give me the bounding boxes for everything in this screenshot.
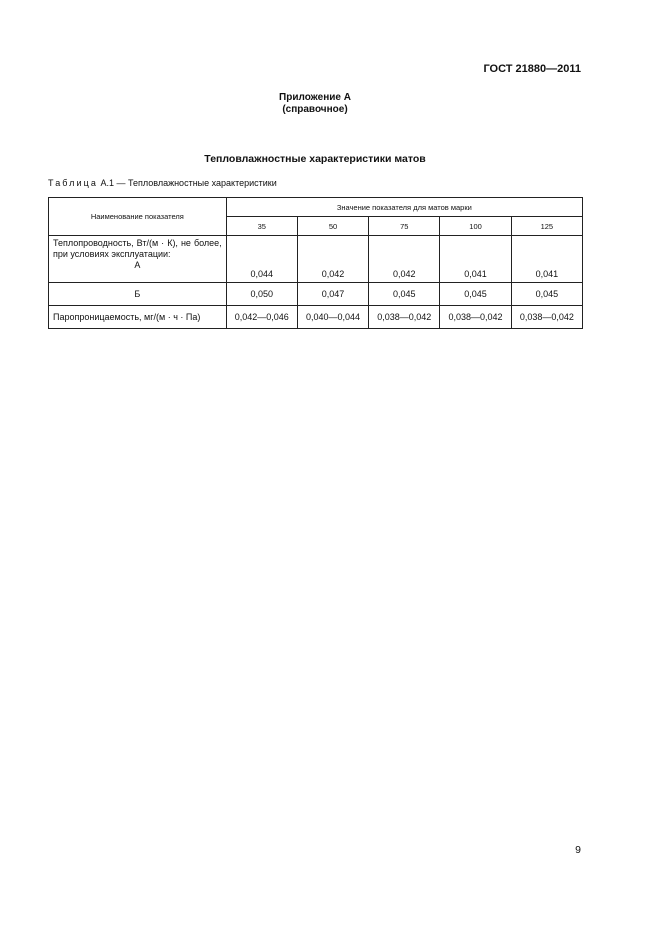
grade-header: 75 [369,217,440,236]
table-cell: 0,047 [297,283,368,306]
col-name-header: Наименование показателя [49,198,227,236]
table-cell: 0,038—0,042 [511,306,582,329]
table-cell: 0,045 [511,283,582,306]
grade-header: 125 [511,217,582,236]
col-group-header: Значение показателя для матов марки [226,198,582,217]
table-cell: 0,044 [226,236,297,283]
table-row [49,306,583,329]
grade-header: 35 [226,217,297,236]
table-header-row [49,198,583,217]
table-cell: 0,038—0,042 [440,306,511,329]
grade-header: 100 [440,217,511,236]
row-name-cell [49,236,227,283]
row-condition-label: Б [134,288,141,299]
table-cell: 0,038—0,042 [369,306,440,329]
table-caption-label: Таблица [48,178,98,188]
table-cell: 0,045 [440,283,511,306]
table-cell: 0,045 [369,283,440,306]
appendix-subtitle: (справочное) [282,104,348,115]
table-cell: 0,040—0,044 [297,306,368,329]
row-name-cell [49,283,227,306]
row-name: Теплопроводность, Вт/(м · К), не более, при условиях эксплуатации: [53,238,222,259]
row-name-cell [49,306,227,329]
section-title: Тепловлажностные характеристики матов [204,153,426,165]
table-cell: 0,042 [369,236,440,283]
page-number: 9 [575,844,581,856]
standard-code: ГОСТ 21880—2011 [483,63,581,75]
table-cell: 0,050 [226,283,297,306]
table-caption [48,178,277,188]
table-cell: 0,041 [440,236,511,283]
table-row [49,236,583,283]
table-cell: 0,042 [297,236,368,283]
row-condition-label: А [134,260,141,270]
table-cell: 0,041 [511,236,582,283]
appendix-title: Приложение А [279,92,351,103]
table-row [49,283,583,306]
grade-header: 50 [297,217,368,236]
table-caption-text: А.1 — Тепловлажностные характеристики [98,178,277,188]
appendix-heading [0,92,630,116]
thermal-properties-table [48,197,583,329]
table-cell: 0,042—0,046 [226,306,297,329]
row-name: Паропроницаемость, мг/(м · ч · Па) [53,311,201,322]
